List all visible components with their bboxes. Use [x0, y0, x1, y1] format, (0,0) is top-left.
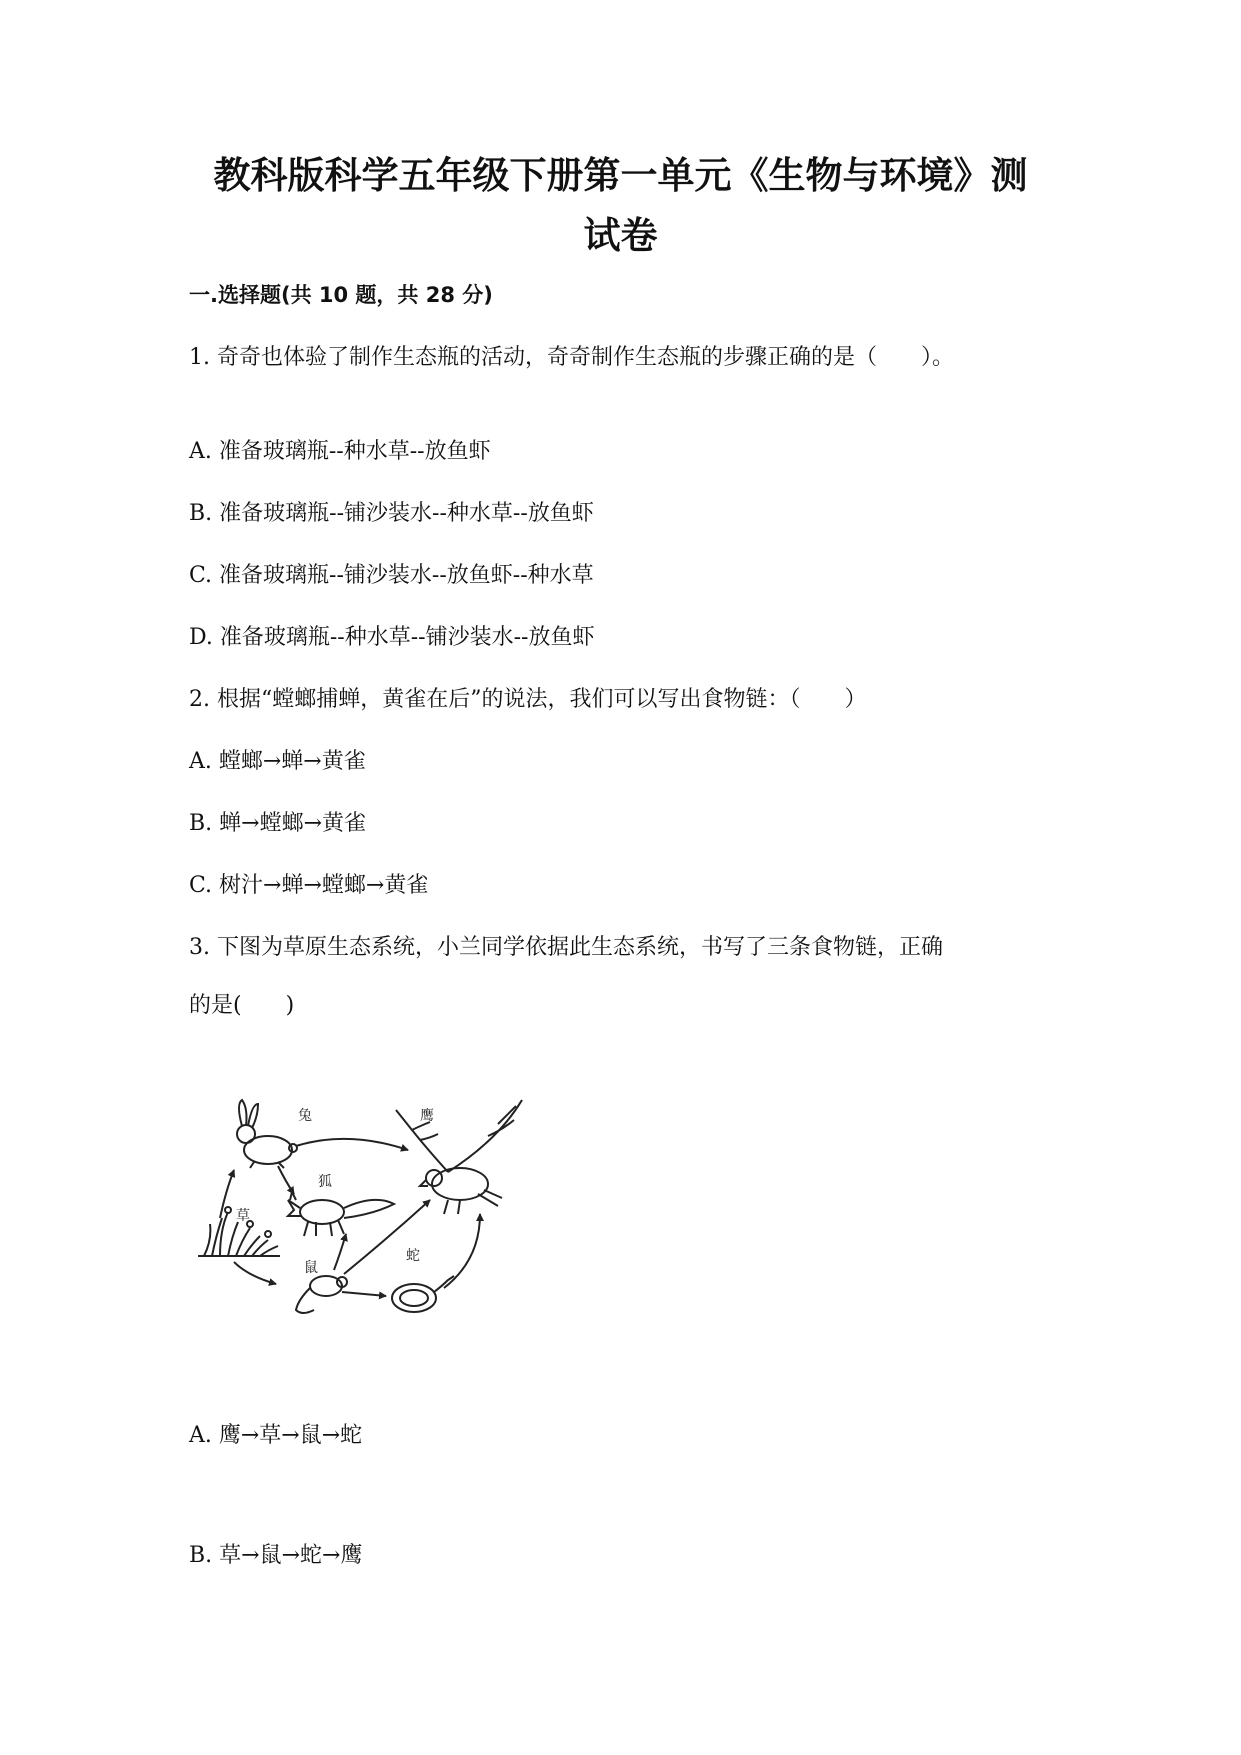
- question-1-stem: 1. 奇奇也体验了制作生态瓶的活动，奇奇制作生态瓶的步骤正确的是（ ）。: [189, 345, 954, 370]
- question-2-stem: 2. 根据“螳螂捕蝉，黄雀在后”的说法，我们可以写出食物链：（ ）: [189, 687, 867, 712]
- question-1-option-c: C. 准备玻璃瓶--铺沙装水--放鱼虾--种水草: [189, 563, 594, 588]
- question-3-stem-line-2: 的是( ): [189, 993, 295, 1018]
- fox-drawing: [288, 1192, 394, 1236]
- page-title-line-2: 试卷: [583, 214, 658, 257]
- hawk-drawing: [396, 1100, 522, 1214]
- question-1-option-b: B. 准备玻璃瓶--铺沙装水--种水草--放鱼虾: [189, 501, 594, 526]
- label-mouse: 鼠: [304, 1260, 318, 1276]
- snake-drawing: [392, 1276, 454, 1312]
- arrow-snake-to-hawk: [444, 1214, 480, 1288]
- question-2-option-c: C. 树汁→蝉→螳螂→黄雀: [189, 873, 429, 898]
- question-2-option-a: A. 螳螂→蝉→黄雀: [189, 749, 366, 774]
- mouse-drawing: [296, 1276, 347, 1313]
- label-rabbit: 兔: [298, 1108, 312, 1124]
- label-grass: 草: [236, 1208, 250, 1224]
- question-3-option-a: A. 鹰→草→鼠→蛇: [189, 1423, 363, 1448]
- food-web-figure: [198, 1090, 592, 1344]
- question-2-option-b: B. 蝉→螳螂→黄雀: [189, 811, 367, 836]
- question-3-option-b: B. 草→鼠→蛇→鹰: [189, 1543, 363, 1568]
- page-title-line-1: 教科版科学五年级下册第一单元《生物与环境》测: [213, 154, 1028, 197]
- arrow-mouse-to-snake: [342, 1292, 386, 1296]
- arrow-rabbit-to-fox: [278, 1166, 294, 1194]
- rabbit-drawing: [237, 1100, 297, 1168]
- question-1-option-d: D. 准备玻璃瓶--种水草--铺沙装水--放鱼虾: [189, 625, 595, 650]
- label-snake: 蛇: [406, 1248, 420, 1264]
- section-heading: 一.选择题(共 10 题，共 28 分): [189, 283, 493, 307]
- question-1-option-a: A. 准备玻璃瓶--种水草--放鱼虾: [189, 439, 491, 464]
- label-fox: 狐: [318, 1174, 332, 1190]
- question-3-stem-line-1: 3. 下图为草原生态系统，小兰同学依据此生态系统，书写了三条食物链，正确: [189, 935, 943, 960]
- arrow-rabbit-to-hawk: [296, 1139, 408, 1150]
- arrow-mouse-to-fox: [334, 1234, 346, 1270]
- arrow-grass-to-mouse: [234, 1262, 276, 1284]
- label-hawk: 鹰: [420, 1108, 434, 1124]
